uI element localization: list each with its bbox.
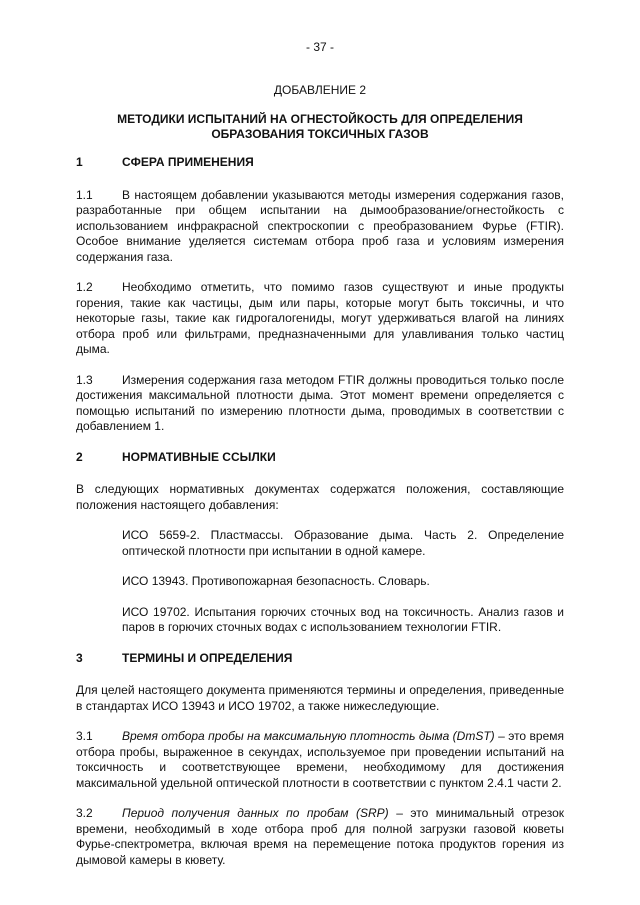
paragraph-3-2 [76, 806, 564, 868]
section-2-intro: В следующих нормативных документах содержатся положения, составляющие положения настоящего добавления: [76, 482, 564, 512]
section-number: 1 [76, 155, 83, 169]
paragraph-1-1 [76, 188, 564, 266]
paragraph-text: – это минимальный отрезок времени, необходимый в ходе отбора проб для полной загрузки газовой кюветы Фурье-спектрометра, включая время на перемещение потока продуктов горения из дымовой камеры в кювету. [76, 806, 564, 867]
section-title: СФЕРА ПРИМЕНЕНИЯ [122, 155, 254, 169]
reference-iso-13943: ИСО 13943. Противопожарная безопасность. Словарь. [122, 574, 430, 588]
paragraph-number: 1.3 [76, 372, 93, 387]
paragraph-3-1 [76, 729, 564, 791]
paragraph-text: В настоящем добавлении указываются методы измерения содержания газов, разработанные при общем испытании на дымообразование/огнестойкость с использованием инфракрасной спектроскопии с преобразованием Фурье (FTIR). Особое внимание уделяется системам отбора проб газа и условиям измерения содержания газа. [76, 187, 564, 264]
paragraph-number: 1.2 [76, 280, 93, 294]
document-title [76, 112, 564, 142]
paragraph-number: 3.2 [76, 806, 93, 820]
section-3-heading [76, 651, 564, 667]
reference-iso-5659-2: ИСО 5659-2. Пластмассы. Образование дыма. Часть 2. Определение оптической плотности при испытании в одной камере. [122, 528, 564, 558]
paragraph-number: 1.1 [76, 187, 93, 202]
paragraph-1-3 [76, 373, 564, 435]
page-number: - 37 - [305, 40, 334, 54]
document-page [76, 40, 564, 883]
section-3-intro: Для целей настоящего документа применяются термины и определения, приведенные в стандартах ИСО 13943 и ИСО 19702, а также нижеследующие. [76, 683, 564, 713]
paragraph-number: 3.1 [76, 729, 93, 743]
section-title: ТЕРМИНЫ И ОПРЕДЕЛЕНИЯ [122, 650, 293, 665]
term-dmst: Время отбора пробы на максимальную плотность дыма (DmST) [122, 729, 495, 743]
term-srp: Период получения данных по пробам (SRP) [122, 806, 389, 820]
paragraph-1-2 [76, 280, 564, 358]
section-2-heading [76, 450, 564, 466]
document-title-line-2: ОБРАЗОВАНИЯ ТОКСИЧНЫХ ГАЗОВ [211, 127, 429, 141]
reference-iso-19702: ИСО 19702. Испытания горючих сточных вод на токсичность. Анализ газов и паров в горючих сточных водах с использованием технологии FTIR. [122, 604, 564, 634]
document-title-line-1: МЕТОДИКИ ИСПЫТАНИЙ НА ОГНЕСТОЙКОСТЬ ДЛЯ ОПРЕДЕЛЕНИЯ [117, 112, 523, 126]
section-number: 3 [76, 650, 83, 665]
section-1-heading [76, 155, 564, 171]
section-number: 2 [76, 449, 83, 464]
section-title: НОРМАТИВНЫЕ ССЫЛКИ [122, 449, 276, 464]
paragraph-text: Измерения содержания газа методом FTIR должны проводиться только после достижения максимальной плотности дыма. Этот момент времени определяется с помощью испытаний по измерению плотности дыма, проводимых в соответствии с добавлением 1. [76, 372, 564, 433]
paragraph-text: Необходимо отметить, что помимо газов существуют и иные продукты горения, такие как частицы, дым или пары, которые могут быть токсичны, и что некоторые газы, такие как гидрогалогениды, могут удерживаться влагой на линиях отбора проб или фильтрами, предназначенными для улавливания только частиц дыма. [76, 280, 564, 356]
paragraph-text: – это время отбора пробы, выраженное в секундах, используемое при проведении испытаний на токсичность и соответствующее времени, необходимому для достижения максимальной удельной оптической плотности в соответствии с пунктом 2.4.1 части 2. [76, 729, 564, 790]
annex-label: ДОБАВЛЕНИЕ 2 [273, 82, 367, 97]
